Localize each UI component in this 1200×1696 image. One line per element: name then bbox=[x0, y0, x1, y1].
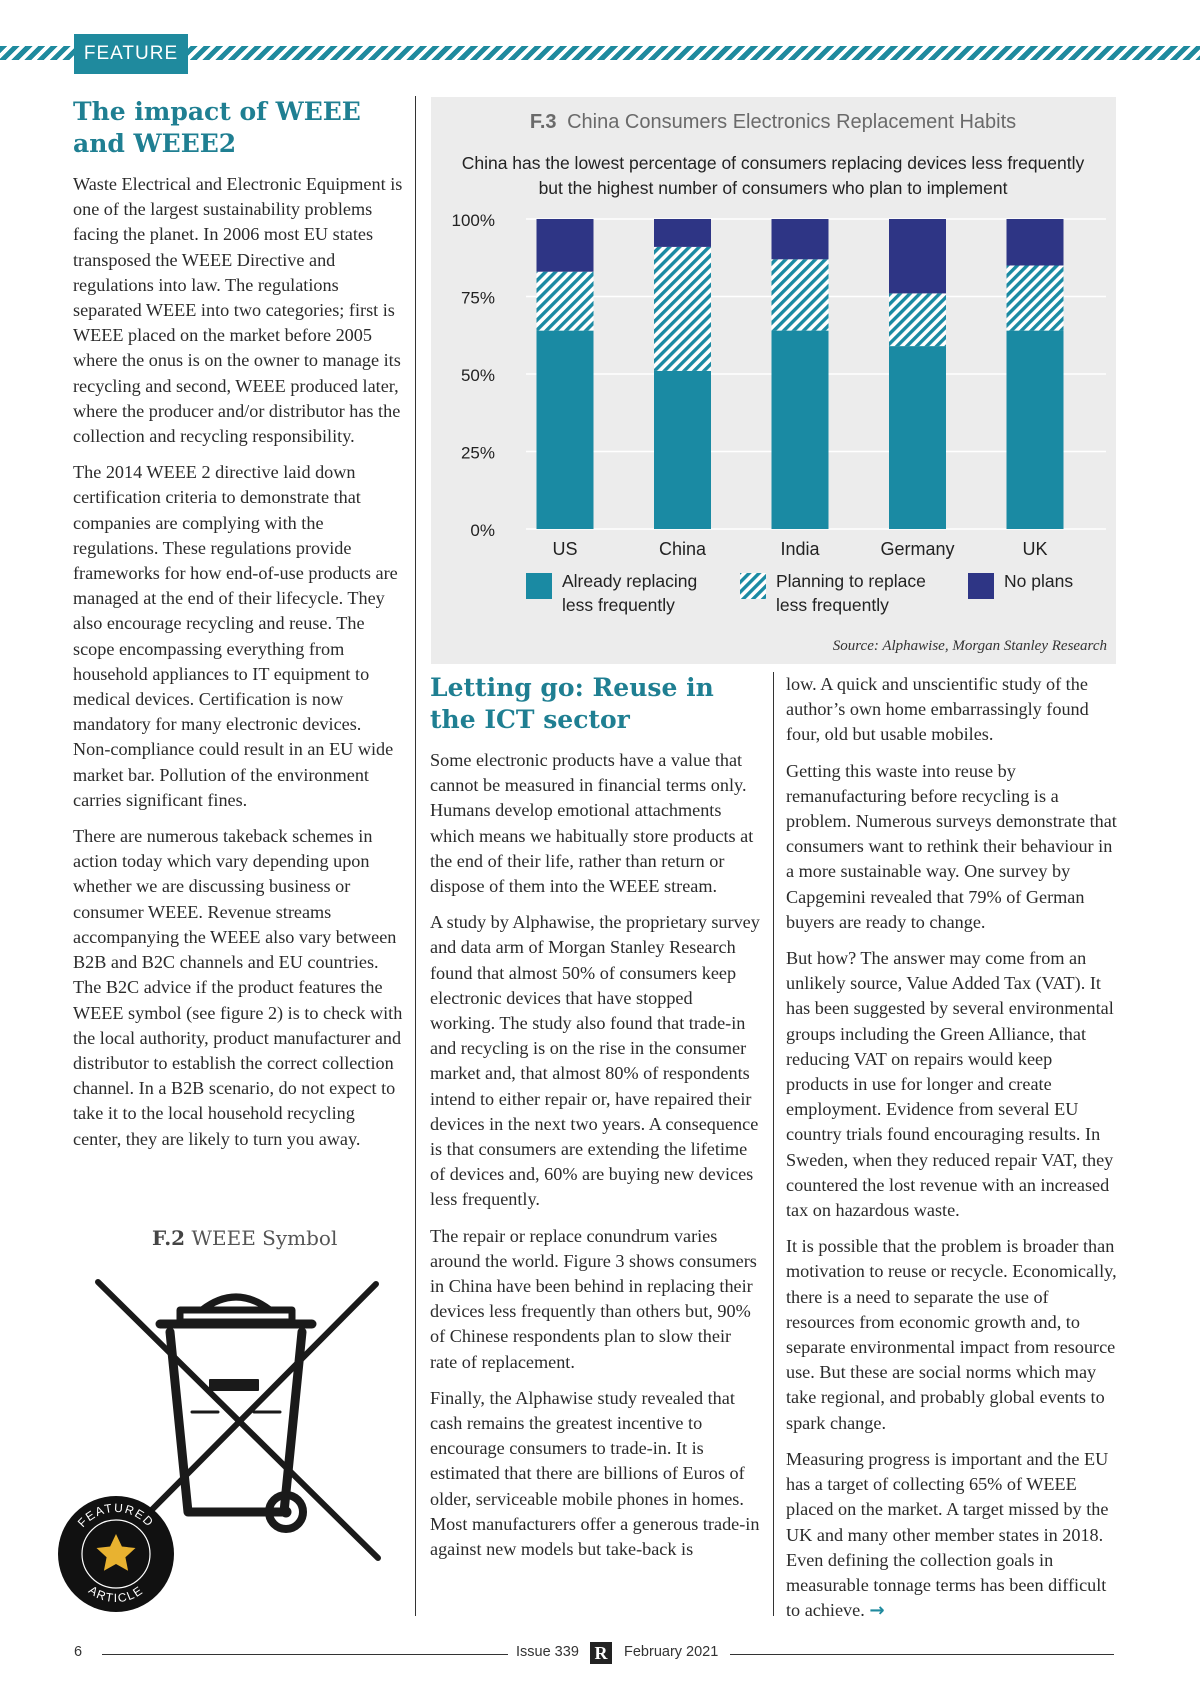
middle-paragraph: A study by Alphawise, the proprietary survey and data arm of Morgan Stanley Research found that almost 50% of consumers keep electronic devices that have stopped working. The study also found that trade-in and recycling is on the rise in the consumer market and, that almost 80% of respondents intend to either repair or, have repaired their devices in the next two years. A consequence is that consumers are extending the lifetime of devices and, 60% are buying new devices less frequently. bbox=[430, 912, 760, 1210]
left-column bbox=[73, 96, 403, 1163]
chart-bar-us-series-2 bbox=[537, 219, 594, 272]
footer-rule-right bbox=[730, 1654, 1114, 1655]
chart-legend-label: less frequently bbox=[562, 595, 675, 615]
right-paragraph: It is possible that the problem is broader than motivation to reuse or recycle. Economically, there is a need to separate the use of resources from economic growth and, to separate environmental impact from resource use. But these are social norms which may take regional, and probably global events to spark change. bbox=[786, 1236, 1117, 1433]
magazine-logo: R bbox=[590, 1642, 612, 1664]
figure-2-caption bbox=[152, 1226, 337, 1250]
chart-bar-india-series-2 bbox=[772, 219, 829, 259]
middle-paragraph: Finally, the Alphawise study revealed that cash remains the greatest incentive to encourage consumers to trade-in. It is estimated that there are billions of Euros of older, serviceable mobile phones in homes. Most manufacturers offer a generous trade-in against new models but take-back is bbox=[430, 1387, 760, 1560]
chart-legend-swatch bbox=[740, 573, 766, 599]
middle-paragraph: The repair or replace conundrum varies around the world. Figure 3 shows consumers in China have been behind in replacing their devices less frequently than others but, 90% of Chinese respondents plan to slow their rate of replacement. bbox=[430, 1225, 757, 1372]
chart-bar-us-series-0 bbox=[537, 331, 594, 529]
chart-xtick-label: UK bbox=[1022, 539, 1048, 559]
figure-3-chart bbox=[431, 97, 1116, 664]
chart-bar-germany-series-2 bbox=[889, 219, 946, 293]
left-paragraph: There are numerous takeback schemes in action today which vary depending upon whether we are discussing business or consumer WEEE. Revenue streams accompanying the WEEE also vary between B2B and B2C channels and EU countries. The B2C advice if the product features the WEEE symbol (see figure 2) is to check with the local authority, product manufacturer and distributor to establish the correct collection channel. In a B2B scenario, do not expect to take it to the local household recycling center, they are likely to turn you away. bbox=[73, 826, 403, 1149]
middle-paragraphs bbox=[430, 748, 762, 1562]
right-paragraph: low. A quick and unscientific study of the author’s own home embarrassingly found four, old but usable mobiles. bbox=[786, 674, 1089, 745]
column-divider-right bbox=[773, 672, 774, 1616]
chart-ytick-label: 100% bbox=[451, 211, 495, 230]
feature-tag: FEATURE bbox=[74, 34, 188, 74]
left-paragraph: Waste Electrical and Electronic Equipment is one of the largest sustainability problems facing the planet. In 2006 most EU states transposed the WEEE Directive and regulations into law. The regulations separated WEEE into two categories; first is WEEE placed on the market before 2005 where the onus is on the owner to manage its recycling and second, WEEE produced later, where the producer and/or distributor has the collection and recycling responsibility. bbox=[73, 174, 403, 447]
right-last-paragraph-text: Measuring progress is important and the EU has a target of collecting 65% of WEEE placed on the market. A target missed by the UK and many other member states in 2018. Even defining the collection goals in measurable tonnage terms has been difficult to achieve. bbox=[786, 1448, 1109, 1621]
middle-column bbox=[430, 672, 762, 1573]
chart-ytick-label: 75% bbox=[460, 288, 495, 308]
chart-figure-number: F.3 bbox=[529, 111, 557, 133]
middle-heading: Letting go: Reuse in the ICT sector bbox=[430, 673, 714, 734]
left-heading: The impact of WEEE and WEEE2 bbox=[73, 97, 361, 158]
continue-arrow-icon[interactable]: → bbox=[869, 1600, 885, 1622]
chart-bar-india-series-1 bbox=[772, 259, 829, 330]
footer-issue: Issue 339 bbox=[516, 1644, 579, 1660]
left-paragraph: The 2014 WEEE 2 directive laid down certification criteria to demonstrate that companies are complying with the regulations. These regulations provide frameworks for how end-of-use products are managed at the end of their lifecycle. They also encourage recycling and reuse. The scope encompassing everything from household appliances to IT equipment to medical devices. Certification is now mandatory for many electronic devices. Non-compliance could result in an EU wide market bar. Pollution of the environment carries significant fines. bbox=[73, 462, 398, 810]
chart-bar-china-series-1 bbox=[654, 247, 711, 371]
footer-rule-left bbox=[102, 1654, 508, 1655]
figure-2-title: WEEE Symbol bbox=[191, 1226, 338, 1250]
chart-legend-label: less frequently bbox=[776, 595, 889, 615]
figure-2-number: F.2 bbox=[152, 1226, 186, 1250]
chart-ytick-label: 50% bbox=[460, 366, 495, 385]
chart-bar-china-series-0 bbox=[654, 371, 711, 529]
chart-subtitle-line-1: China has the lowest percentage of consumers replacing devices less frequently bbox=[461, 153, 1085, 173]
right-last-paragraph bbox=[786, 1447, 1118, 1623]
chart-subtitle-line-2: but the highest number of consumers who plan to implement bbox=[538, 178, 1008, 198]
badge-top-text: FEATURED bbox=[74, 1500, 158, 1530]
chart-bar-uk-series-0 bbox=[1007, 331, 1064, 529]
badge-bottom-text: ARTICLE bbox=[86, 1582, 146, 1606]
right-paragraph: Getting this waste into reuse by remanufacturing before recycling is a problem. Numerous surveys demonstrate that consumers want to rethink their behaviour in a more sustainable way. One survey by Capgemini revealed that 79% of German buyers are ready to change. bbox=[786, 760, 1117, 932]
chart-bar-india-series-0 bbox=[772, 331, 829, 529]
chart-title bbox=[530, 111, 1016, 133]
chart-bar-uk-series-2 bbox=[1007, 219, 1064, 266]
right-paragraph: But how? The answer may come from an unlikely source, Value Added Tax (VAT). It has been suggested by several environmental groups including the Green Alliance, that reducing VAT on repairs would keep products in use for longer and create employment. Evidence from several EU country trials found encouraging results. In Sweden, when they reduced repair VAT, they countered the lost revenue with an increased tax on hazardous waste. bbox=[786, 948, 1114, 1221]
chart-ytick-label: 25% bbox=[460, 443, 495, 463]
column-divider-left bbox=[415, 96, 416, 1616]
figure-3-chart-panel bbox=[431, 97, 1116, 664]
chart-legend-label: Already replacing bbox=[562, 571, 698, 591]
middle-paragraph: Some electronic products have a value that cannot be measured in financial terms only. Humans develop emotional attachments which means we habitually store products at the end of their life, rather than return or dispose of them into the WEEE stream. bbox=[430, 750, 754, 897]
chart-legend-label: Planning to replace bbox=[776, 571, 926, 591]
chart-legend-swatch bbox=[968, 573, 994, 599]
chart-bar-germany-series-0 bbox=[889, 346, 946, 529]
left-paragraphs bbox=[73, 172, 403, 1152]
chart-xtick-label: US bbox=[552, 539, 578, 559]
right-column bbox=[786, 672, 1118, 1634]
chart-bar-china-series-2 bbox=[654, 219, 711, 247]
chart-bar-germany-series-1 bbox=[889, 293, 946, 346]
right-paragraphs bbox=[786, 672, 1118, 1436]
chart-bar-us-series-1 bbox=[537, 272, 594, 331]
footer-page-number: 6 bbox=[74, 1644, 83, 1660]
chart-xtick-label: China bbox=[658, 539, 707, 559]
chart-ytick-label: 0% bbox=[470, 521, 495, 540]
chart-legend-label: No plans bbox=[1004, 571, 1074, 591]
chart-xtick-label: Germany bbox=[880, 539, 955, 559]
chart-legend-swatch bbox=[526, 573, 552, 599]
featured-article-badge bbox=[56, 1494, 176, 1614]
chart-xtick-label: India bbox=[780, 539, 820, 559]
footer-date: February 2021 bbox=[624, 1644, 719, 1660]
chart-title-text: China Consumers Electronics Replacement Habits bbox=[567, 111, 1017, 133]
chart-source: Source: Alphawise, Morgan Stanley Research bbox=[832, 638, 1107, 654]
chart-bar-uk-series-1 bbox=[1007, 266, 1064, 331]
